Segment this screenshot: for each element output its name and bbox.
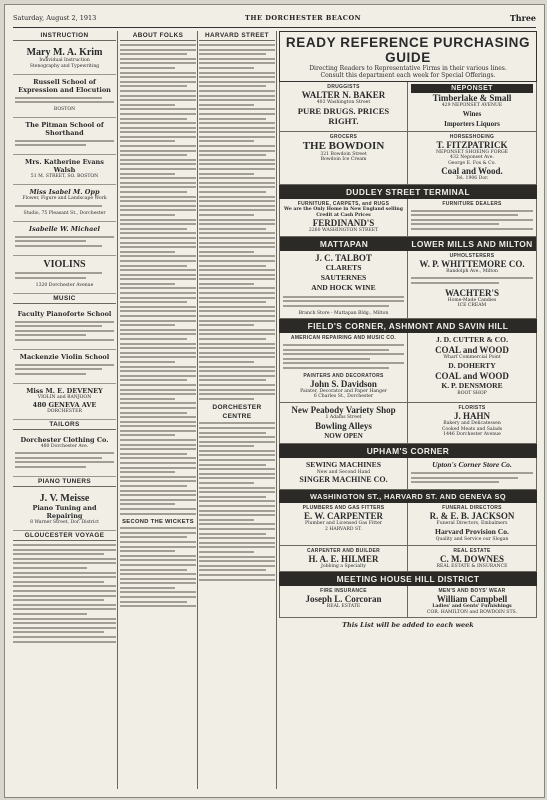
ad-coal-dealers: J. D. CUTTER & CO. COAL and WOOD Wharf Commercial Point D. DOHERTY COAL and WOOD K. P. DENSMORE BOOT SHOP bbox=[408, 333, 536, 403]
ad-pitman bbox=[13, 118, 116, 155]
ad-hilmer: CARPENTER AND BUILDER H. A. E. HILMER Jobbing a Specialty bbox=[280, 546, 408, 573]
article-subheading: SECOND THE WICKETS bbox=[122, 518, 194, 525]
ad-title: Faculty Pianoforte School bbox=[17, 309, 112, 318]
section-heading: INSTRUCTION bbox=[13, 32, 116, 41]
ad-grid bbox=[279, 333, 537, 443]
column-divider bbox=[197, 31, 198, 789]
ad-russell: Russell School of Expression and Elocution BOSTON bbox=[13, 75, 116, 118]
ad-downes: REAL ESTATE C. M. DOWNES REAL ESTATE & INSURANCE bbox=[408, 546, 536, 573]
ad-baker: DRUGGISTS WALTER N. BAKER 403 Washington Street PURE DRUGS. PRICES RIGHT. bbox=[280, 82, 408, 132]
guide-title: READY REFERENCE PURCHASING GUIDE bbox=[285, 35, 531, 65]
ad-clothing: Dorchester Clothing Co. 480 Dorchester Ave. bbox=[13, 433, 116, 477]
ad-grid bbox=[279, 586, 537, 618]
ad-peabody: New Peabody Variety Shop 1 Adams Street Bowling Alleys NOW OPEN bbox=[280, 403, 408, 444]
ad-timberlake: NEPONSET Timberlake & Small 429 NEPONSET AVENUE Wines Importers Liquors bbox=[408, 82, 536, 132]
ad-title: Mackenzie Violin School bbox=[19, 352, 110, 361]
ad-title: Isabelle W. Michael bbox=[29, 224, 100, 233]
newspaper-page bbox=[4, 4, 545, 798]
ad-title: VIOLINS bbox=[43, 258, 86, 270]
ad-faculty-school bbox=[13, 307, 116, 350]
section-heading: HARVARD STREET bbox=[199, 32, 275, 41]
masthead-rule bbox=[13, 27, 536, 28]
district-band: DUDLEY STREET TERMINAL bbox=[279, 185, 537, 199]
ad-title: Mary M. A. Krim bbox=[26, 47, 103, 58]
ad-grid bbox=[279, 82, 537, 185]
ad-carpenter: PLUMBERS AND GAS FITTERS E. W. CARPENTER Plumber and Licensed Gas Fitter 2 HARVARD ST. bbox=[280, 503, 408, 545]
ad-upton: Upton's Corner Store Co. bbox=[408, 458, 536, 491]
ad-grid bbox=[279, 458, 537, 491]
ad-grid bbox=[279, 199, 537, 237]
column-instruction bbox=[13, 31, 116, 789]
section-heading: TAILORS bbox=[13, 421, 116, 430]
ad-mackenzie bbox=[13, 350, 116, 384]
ad-talbot: J. C. TALBOT CLARETS SAUTERNES AND HOCK WINE Branch Store - Mattapan Bldg., Milton bbox=[280, 251, 408, 319]
article-text bbox=[13, 544, 116, 642]
column-harvard-street bbox=[199, 31, 275, 789]
ad-title: Dorchester Clothing Co. bbox=[20, 435, 109, 444]
section-heading: GLOUCESTER VOYAGE bbox=[13, 532, 116, 541]
article-text bbox=[199, 422, 275, 580]
guide-footer: This List will be added to each week bbox=[342, 621, 474, 630]
section-heading: ABOUT FOLKS bbox=[120, 32, 196, 41]
column-divider bbox=[117, 31, 118, 789]
ad-devenney: Miss M. E. DEVENEY VIOLIN and BANJOON 480 GENEVA AVE DORCHESTER bbox=[13, 384, 116, 420]
ad-whittemore: UPHOLSTERERS W. P. WHITTEMORE CO. Randolph Ave., Milton WACHTER'S Home-Made Candies ICE CREAM bbox=[408, 251, 536, 319]
district-band: UPHAM'S CORNER bbox=[279, 444, 537, 458]
ad-furniture-dealers: FURNITURE DEALERS bbox=[408, 199, 536, 237]
ad-title: The Pitman School of Shorthand bbox=[25, 121, 104, 138]
ad-bowdoin: GROCERS THE BOWDOIN 321 Bowdoin Street Bowdoin Ice Cream bbox=[280, 132, 408, 185]
district-band: MATTAPAN bbox=[280, 237, 408, 251]
ad-corcoran: FIRE INSURANCE Joseph L. Corcoran REAL ESTATE bbox=[280, 586, 408, 618]
article-text bbox=[120, 527, 196, 607]
ad-meisse: J. V. Meisse Piano Tuning and Repairing 8 Warner Street, Dor. District bbox=[13, 490, 116, 531]
ad-opp: Miss Isabel M. Opp Flower, Figure and Landscape Work Studio, 75 Pleasant St., Dorchester bbox=[13, 185, 116, 222]
ad-jackson: FUNERAL DIRECTORS R. & E. B. JACKSON Funeral Directors, Embalmers Harvard Provision Co. Quality and Service our Slogan bbox=[408, 503, 536, 545]
ad-hahn: FLORISTS J. HAHN Bakery and Delicatessen Cooked Meats and Salads 1446 Dorchester Avenue bbox=[408, 403, 536, 444]
masthead-page: Three bbox=[509, 13, 536, 23]
district-pair bbox=[279, 237, 537, 251]
ready-reference-guide bbox=[279, 31, 537, 789]
district-band: MEETING HOUSE HILL DISTRICT bbox=[279, 572, 537, 586]
district-band: LOWER MILLS AND MILTON bbox=[408, 237, 536, 251]
section-heading: PIANO TUNERS bbox=[13, 478, 116, 487]
masthead-paper: THE DORCHESTER BEACON bbox=[245, 14, 362, 22]
ad-title: J. V. Meisse bbox=[39, 493, 90, 505]
ad-michael bbox=[13, 222, 116, 256]
column-about-folks bbox=[120, 31, 196, 789]
article-subheading: DORCHESTER bbox=[212, 403, 262, 411]
ad-title: Mrs. Katherine Evans Walsh bbox=[25, 158, 104, 175]
article-subheading: CENTRE bbox=[222, 412, 252, 420]
column-divider bbox=[276, 31, 277, 789]
article-text bbox=[199, 44, 275, 400]
ad-grid bbox=[279, 251, 537, 319]
ad-campbell: MEN'S AND BOYS' WEAR William Campbell Ladies' and Gents' Furnishings COR. HAMILTON and BOWDOIN STS. bbox=[408, 586, 536, 618]
ad-fitzpatrick: HORSESHOEING T. FITZPATRICK NEPONSET SHOEING FORGE 432 Neponset Ave. George E. Fox & Co. Coal and Wood. Tel. 1906 Dor. bbox=[408, 132, 536, 185]
ad-furniture: FURNITURE, CARPETS, and RUGS We are the Only Home in New England selling Credit at Cash Prices FERDINAND'S 2260 WASHINGTON STREET bbox=[280, 199, 408, 237]
ad-violins: VIOLINS 1320 Dorchester Avenue bbox=[13, 256, 116, 294]
ad-american-repairing: AMERICAN REPAIRING AND MUSIC CO. PAINTERS AND DECORATORS John S. Davidson Painter, Decorator and Paper Hanger 6 Charles St., Dorchester bbox=[280, 333, 408, 403]
ad-grid bbox=[279, 503, 537, 572]
ad-title: Russell School of Expression and Elocution bbox=[18, 78, 111, 94]
ad-krim: Mary M. A. Krim Individual Instruction Stenography and Typewriting bbox=[13, 44, 116, 75]
masthead-date: Saturday, August 2, 1913 bbox=[13, 14, 97, 22]
ad-title: Miss M. E. DEVENEY bbox=[26, 386, 103, 395]
ad-title: Miss Isabel M. Opp bbox=[29, 188, 100, 197]
district-band: FIELD'S CORNER, ASHMONT AND SAVIN HILL bbox=[279, 319, 537, 333]
masthead bbox=[13, 12, 536, 24]
ad-sewing: SEWING MACHINES New and Second Hand SINGER MACHINE CO. bbox=[280, 458, 408, 491]
article-text bbox=[120, 44, 196, 515]
ad-walsh: Mrs. Katherine Evans Walsh 51 M. STREET, SO. BOSTON bbox=[13, 155, 116, 185]
district-band: WASHINGTON ST., HARVARD ST. AND GENEVA SQ bbox=[279, 490, 537, 503]
section-heading: MUSIC bbox=[13, 295, 116, 304]
guide-header: READY REFERENCE PURCHASING GUIDE Directing Readers to Representative Firms in their various lines. Consult this department each week for Special Offerings. bbox=[279, 31, 537, 82]
